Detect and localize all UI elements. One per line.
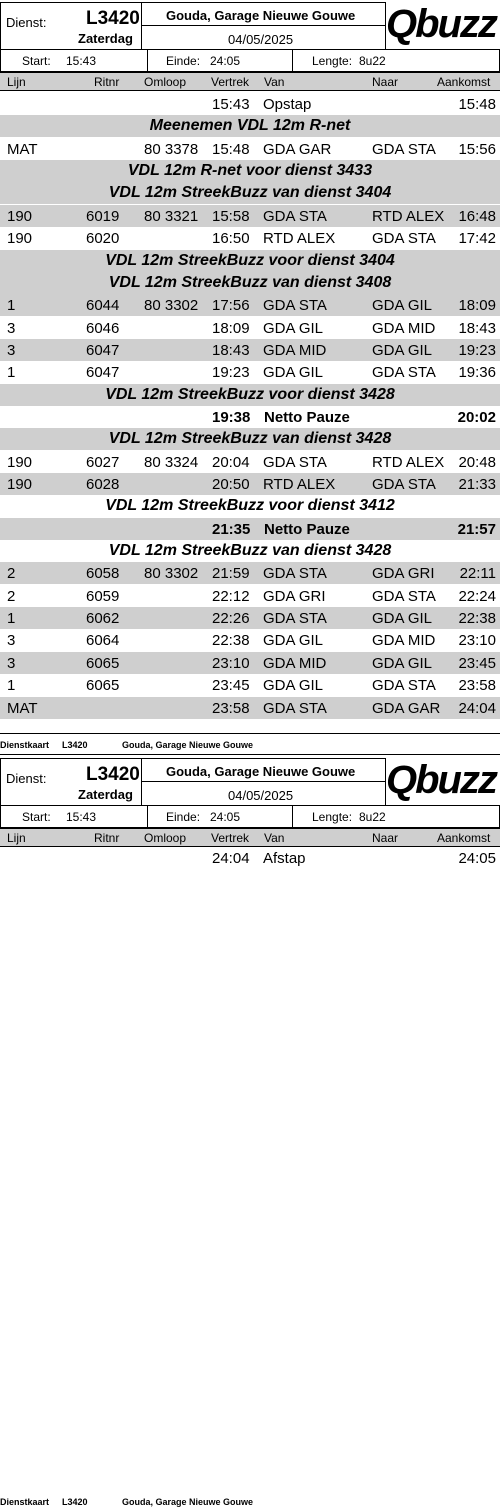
trip-row — [0, 294, 500, 316]
pause-end: 21:57 — [457, 520, 496, 538]
trip-row — [0, 847, 500, 869]
cell-ritnr: 6065 — [86, 654, 120, 672]
footer-label: Dienstkaart — [0, 740, 50, 750]
start-time: 15:43 — [66, 810, 97, 824]
cell-ritnr: 6047 — [86, 341, 120, 359]
section-heading: VDL 12m StreekBuzz voor dienst 3404 — [0, 250, 500, 272]
page-footer — [0, 1495, 500, 1509]
col-van: Van — [264, 75, 285, 89]
section-heading: VDL 12m R-net voor dienst 3433 — [0, 160, 500, 182]
cell-vertrek: 22:26 — [212, 610, 250, 628]
cell-aankomst: 17:42 — [458, 230, 496, 248]
cell-aankomst: 18:43 — [458, 319, 496, 337]
col-naar: Naar — [372, 831, 399, 845]
cell-vertrek: 19:23 — [212, 364, 250, 382]
pause-start: 21:35 — [212, 520, 251, 538]
cell-van: GDA STA — [263, 207, 327, 225]
dagtype: Zaterdag — [78, 787, 133, 802]
cell-aankomst: 16:48 — [458, 207, 496, 225]
cell-aankomst: 21:33 — [458, 476, 496, 493]
lengte-label: Lengte: — [312, 54, 353, 68]
cell-vertrek: 17:56 — [212, 297, 250, 315]
qbuzz-logo: Qbuzz — [386, 2, 496, 46]
cell-ritnr: 6044 — [86, 297, 120, 315]
cell-aankomst: 24:04 — [458, 699, 496, 717]
cell-lijn: MAT — [7, 699, 38, 717]
cell-naar: GDA GAR — [372, 699, 441, 717]
cell-vertrek: 18:09 — [212, 319, 250, 337]
cell-omloop: 80 3302 — [144, 565, 199, 583]
lengte-label: Lengte: — [312, 810, 353, 824]
cell-aankomst: 24:05 — [458, 850, 496, 867]
cell-lijn: 3 — [7, 341, 16, 359]
cell-naar: GDA STA — [372, 140, 436, 158]
cell-ritnr: 6046 — [86, 319, 120, 337]
lengte-value: 8u22 — [359, 810, 386, 824]
cell-lijn: 3 — [7, 654, 16, 672]
trip-row — [0, 93, 500, 115]
cell-aankomst: 23:45 — [458, 654, 496, 672]
section-heading: VDL 12m StreekBuzz voor dienst 3412 — [0, 495, 500, 517]
col-lijn: Lijn — [7, 75, 26, 89]
column-header — [0, 828, 500, 847]
cell-naar: GDA GIL — [372, 341, 433, 359]
cell-lijn: 190 — [7, 476, 33, 493]
dienstkaart-page-2 — [0, 756, 500, 1512]
footer-garage: Gouda, Garage Nieuwe Gouwe — [122, 1497, 254, 1507]
dienst-code: L3420 — [86, 764, 140, 785]
section-heading: VDL 12m StreekBuzz voor dienst 3428 — [0, 384, 500, 406]
cell-omloop: 80 3324 — [144, 453, 199, 471]
cell-aankomst: 22:11 — [459, 565, 496, 583]
cell-vertrek: 24:04 — [212, 850, 250, 867]
cell-naar: GDA MID — [372, 319, 436, 337]
col-van: Van — [264, 831, 285, 845]
cell-lijn: 2 — [7, 565, 16, 583]
cell-naar: RTD ALEX — [372, 207, 445, 225]
cell-vertrek: 20:50 — [212, 476, 250, 493]
cell-van: GDA STA — [263, 565, 327, 583]
col-lijn: Lijn — [7, 831, 26, 845]
page-footer — [0, 738, 500, 752]
cell-van: GDA GRI — [263, 587, 326, 605]
cell-naar: GDA STA — [372, 230, 436, 248]
cell-ritnr: 6019 — [86, 207, 120, 225]
cell-naar: GDA GIL — [372, 297, 433, 315]
cell-van: Opstap — [263, 96, 312, 113]
einde-label: Einde: — [166, 54, 201, 68]
cell-vertrek: 16:50 — [212, 230, 250, 248]
section-heading: VDL 12m StreekBuzz van dienst 3428 — [0, 540, 500, 562]
garage-name: Gouda, Garage Nieuwe Gouwe — [166, 8, 356, 23]
cell-lijn: 190 — [7, 207, 33, 225]
col-vertrek: Vertrek — [211, 75, 250, 89]
col-naar: Naar — [372, 75, 399, 89]
footer-garage: Gouda, Garage Nieuwe Gouwe — [122, 740, 254, 750]
cell-vertrek: 20:04 — [212, 453, 250, 471]
cell-naar: RTD ALEX — [372, 453, 445, 471]
trip-row — [0, 607, 500, 629]
cell-aankomst: 22:38 — [458, 610, 496, 628]
garage-name: Gouda, Garage Nieuwe Gouwe — [166, 764, 356, 779]
section-heading: VDL 12m StreekBuzz van dienst 3428 — [0, 428, 500, 450]
cell-van: GDA GIL — [263, 364, 324, 382]
einde-time: 24:05 — [210, 810, 241, 824]
cell-aankomst: 19:36 — [458, 364, 496, 382]
cell-ritnr: 6028 — [86, 476, 120, 493]
cell-naar: GDA STA — [372, 476, 436, 493]
col-vertrek: Vertrek — [211, 831, 250, 845]
trip-row — [0, 361, 500, 383]
cell-van: GDA GIL — [263, 632, 324, 650]
pause-start: 19:38 — [212, 408, 251, 426]
cell-lijn: 3 — [7, 319, 16, 337]
cell-van: RTD ALEX — [263, 476, 336, 493]
cell-aankomst: 23:10 — [458, 632, 496, 650]
lengte-value: 8u22 — [359, 54, 386, 68]
cell-vertrek: 21:59 — [212, 565, 250, 583]
dienst-code: L3420 — [86, 8, 140, 29]
trip-row — [0, 451, 500, 473]
cell-aankomst: 19:23 — [458, 341, 496, 359]
footer-label: Dienstkaart — [0, 1497, 50, 1507]
cell-vertrek: 15:48 — [212, 140, 250, 158]
cell-van: GDA GIL — [263, 677, 324, 695]
cell-lijn: 1 — [7, 610, 16, 628]
cell-naar: GDA STA — [372, 587, 436, 605]
start-label: Start: — [22, 54, 51, 68]
cell-van: GDA STA — [263, 699, 327, 717]
cell-vertrek: 15:58 — [212, 207, 250, 225]
trip-row — [0, 652, 500, 674]
cell-ritnr: 6058 — [86, 565, 120, 583]
cell-aankomst: 18:09 — [458, 297, 496, 315]
trip-row — [0, 227, 500, 249]
einde-label: Einde: — [166, 810, 201, 824]
cell-omloop: 80 3378 — [144, 140, 199, 158]
trip-row — [0, 339, 500, 361]
cell-lijn: 1 — [7, 297, 16, 315]
cell-van: GDA GAR — [263, 140, 332, 158]
col-aankomst: Aankomst — [437, 75, 491, 89]
cell-vertrek: 15:43 — [212, 96, 250, 113]
cell-naar: GDA GIL — [372, 654, 433, 672]
col-aankomst: Aankomst — [437, 831, 491, 845]
pause-label: Netto Pauze — [264, 520, 350, 538]
col-omloop: Omloop — [144, 831, 187, 845]
cell-lijn: 3 — [7, 632, 16, 650]
cell-aankomst: 15:48 — [458, 96, 496, 113]
trip-row — [0, 562, 500, 584]
cell-ritnr: 6064 — [86, 632, 120, 650]
pause-row — [0, 406, 500, 428]
cell-ritnr: 6062 — [86, 610, 120, 628]
rows-page-1 — [0, 93, 500, 733]
cell-van: GDA MID — [263, 654, 327, 672]
cell-omloop: 80 3321 — [144, 207, 199, 225]
cell-lijn: 190 — [7, 453, 33, 471]
trip-row — [0, 674, 500, 696]
section-heading: Meenemen VDL 12m R-net — [0, 115, 500, 137]
cell-lijn: 1 — [7, 364, 16, 382]
cell-naar: GDA GIL — [372, 610, 433, 628]
cell-vertrek: 18:43 — [212, 341, 250, 359]
cell-van: RTD ALEX — [263, 230, 336, 248]
cell-naar: GDA STA — [372, 364, 436, 382]
pause-label: Netto Pauze — [264, 408, 350, 426]
cell-ritnr: 6047 — [86, 364, 120, 382]
trip-row — [0, 138, 500, 160]
cell-omloop: 80 3302 — [144, 297, 199, 315]
cell-naar: GDA GRI — [372, 565, 435, 583]
footer-code: L3420 — [62, 1497, 88, 1507]
cell-lijn: 2 — [7, 587, 16, 605]
start-label: Start: — [22, 810, 51, 824]
cell-lijn: MAT — [7, 140, 38, 158]
trip-row — [0, 473, 500, 495]
trip-row — [0, 697, 500, 719]
cell-vertrek: 22:12 — [212, 587, 250, 605]
cell-van: GDA MID — [263, 341, 327, 359]
dagtype: Zaterdag — [78, 31, 133, 46]
cell-ritnr: 6065 — [86, 677, 120, 695]
cell-ritnr: 6027 — [86, 453, 120, 471]
cell-vertrek: 23:45 — [212, 677, 250, 695]
cell-ritnr: 6020 — [86, 230, 120, 248]
qbuzz-logo: Qbuzz — [386, 758, 496, 802]
col-ritnr: Ritnr — [94, 75, 120, 89]
cell-aankomst: 22:24 — [458, 587, 496, 605]
dienstkaart-page-1 — [0, 0, 500, 753]
cell-vertrek: 22:38 — [212, 632, 250, 650]
cell-lijn: 190 — [7, 230, 33, 248]
einde-time: 24:05 — [210, 54, 241, 68]
cell-aankomst: 15:56 — [458, 140, 496, 158]
pause-end: 20:02 — [457, 408, 496, 426]
start-time: 15:43 — [66, 54, 97, 68]
dienst-label: Dienst: — [6, 771, 47, 786]
cell-naar: GDA STA — [372, 677, 436, 695]
trip-row — [0, 629, 500, 651]
cell-lijn: 1 — [7, 677, 16, 695]
section-heading: VDL 12m StreekBuzz van dienst 3408 — [0, 272, 500, 294]
cell-van: GDA STA — [263, 297, 327, 315]
datum: 04/05/2025 — [228, 32, 294, 47]
cell-vertrek: 23:58 — [212, 699, 250, 717]
cell-van: GDA STA — [263, 453, 327, 471]
trip-row — [0, 205, 500, 227]
cell-vertrek: 23:10 — [212, 654, 250, 672]
trip-row — [0, 585, 500, 607]
datum: 04/05/2025 — [228, 788, 294, 803]
cell-van: Afstap — [263, 850, 306, 867]
rows-page-2 — [0, 847, 500, 1477]
dienst-label: Dienst: — [6, 15, 47, 30]
trip-row — [0, 317, 500, 339]
cell-naar: GDA MID — [372, 632, 436, 650]
col-ritnr: Ritnr — [94, 831, 120, 845]
cell-ritnr: 6059 — [86, 587, 120, 605]
col-omloop: Omloop — [144, 75, 187, 89]
cell-van: GDA GIL — [263, 319, 324, 337]
cell-aankomst: 20:48 — [458, 453, 496, 471]
pause-row — [0, 518, 500, 540]
column-header — [0, 72, 500, 91]
section-heading: VDL 12m StreekBuzz van dienst 3404 — [0, 182, 500, 204]
footer-code: L3420 — [62, 740, 88, 750]
cell-van: GDA STA — [263, 610, 327, 628]
cell-aankomst: 23:58 — [458, 677, 496, 695]
